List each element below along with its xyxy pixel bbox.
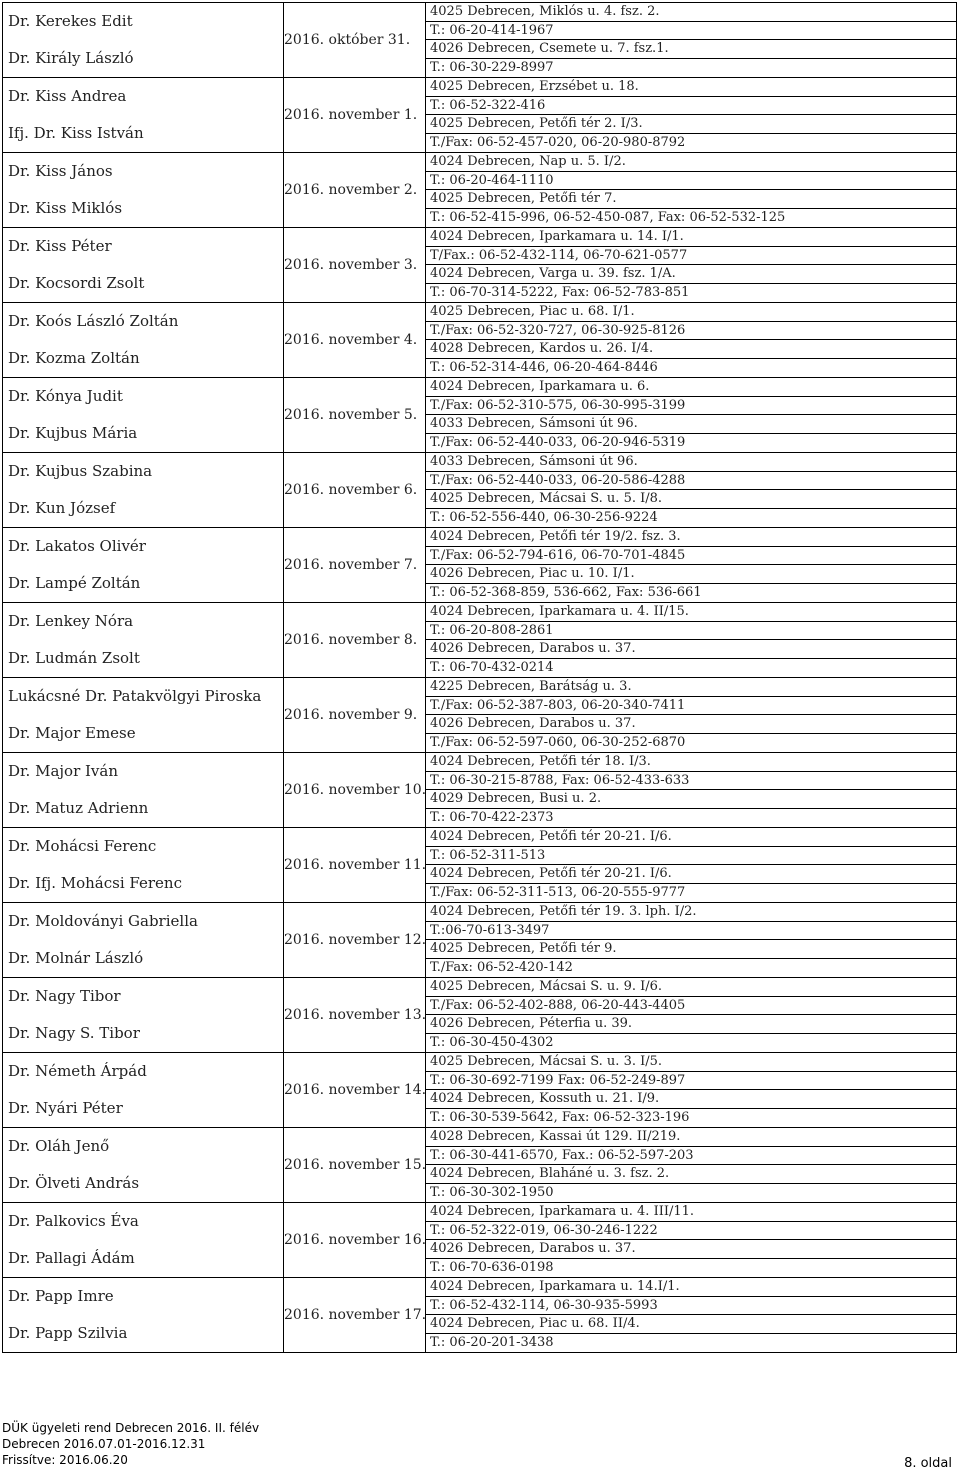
doctor-phone: T.: 06-30-302-1950 — [430, 1184, 554, 1200]
doctor-name: Dr. Oláh Jenő — [8, 1137, 110, 1155]
doctor-names-cell — [3, 528, 284, 603]
contact-cell — [426, 303, 957, 378]
duty-date: 2016. november 13. — [284, 978, 426, 1053]
doctor-names-cell — [3, 453, 284, 528]
doctor-name: Dr. Mohácsi Ferenc — [8, 837, 157, 855]
doctor-name: Dr. Ifj. Mohácsi Ferenc — [8, 874, 182, 892]
doctor-address: 4025 Debrecen, Piac u. 68. I/1. — [426, 303, 956, 322]
doctor-name: Dr. Nagy S. Tibor — [8, 1024, 140, 1042]
doctor-phone: T.: 06-52-368-859, 536-662, Fax: 536-661 — [430, 584, 702, 600]
doctor-address: 4033 Debrecen, Sámsoni út 96. — [426, 415, 956, 434]
contact-cell — [426, 228, 957, 303]
doctor-address: 4024 Debrecen, Nap u. 5. I/2. — [426, 153, 956, 172]
doctor-names-cell — [3, 228, 284, 303]
doctor-name: Dr. Moldoványi Gabriella — [8, 912, 198, 930]
doctor-phone: T.: 06-52-556-440, 06-30-256-9224 — [430, 509, 658, 525]
doctor-address: 4024 Debrecen, Iparkamara u. 4. III/11. — [426, 1203, 956, 1222]
doctor-address: 4026 Debrecen, Darabos u. 37. — [426, 640, 956, 659]
duty-date: 2016. november 15. — [284, 1128, 426, 1203]
schedule-row — [3, 753, 957, 828]
schedule-row — [3, 978, 957, 1053]
doctor-address: 4025 Debrecen, Petőfi tér 7. — [426, 190, 956, 209]
doctor-phone: T.: 06-70-636-0198 — [430, 1259, 554, 1275]
duty-date: 2016. november 11. — [284, 828, 426, 903]
doctor-phone: T.: 06-52-322-416 — [426, 97, 956, 116]
duty-date: 2016. november 5. — [284, 378, 426, 453]
doctor-phone: T./Fax: 06-52-310-575, 06-30-995-3199 — [426, 397, 956, 416]
duty-date: 2016. november 4. — [284, 303, 426, 378]
doctor-name: Dr. Kun József — [8, 499, 116, 517]
schedule-row — [3, 903, 957, 978]
doctor-address: 4025 Debrecen, Petőfi tér 2. I/3. — [426, 115, 956, 134]
doctor-name: Dr. Major Iván — [8, 762, 119, 780]
doctor-phone: T./Fax: 06-52-320-727, 06-30-925-8126 — [426, 322, 956, 341]
doctor-names-cell — [3, 603, 284, 678]
doctor-names-cell — [3, 78, 284, 153]
doctor-phone: T.: 06-30-215-8788, Fax: 06-52-433-633 — [426, 772, 956, 791]
doctor-address: 4024 Debrecen, Kossuth u. 21. I/9. — [426, 1090, 956, 1109]
doctor-name: Dr. Kónya Judit — [8, 387, 123, 405]
doctor-phone: T./Fax: 06-52-402-888, 06-20-443-4405 — [426, 997, 956, 1016]
page-number: 8. oldal — [904, 1456, 952, 1471]
doctor-address: 4024 Debrecen, Petőfi tér 19/2. fsz. 3. — [426, 528, 956, 547]
doctor-address: 4024 Debrecen, Petőfi tér 19. 3. lph. I/2. — [426, 903, 956, 922]
duty-date: 2016. november 3. — [284, 228, 426, 303]
doctor-address: 4024 Debrecen, Varga u. 39. fsz. 1/A. — [426, 265, 956, 284]
doctor-address: 4024 Debrecen, Iparkamara u. 14. I/1. — [426, 228, 956, 247]
contact-cell — [426, 528, 957, 603]
doctor-name: Dr. Kocsordi Zsolt — [8, 274, 145, 292]
footer-title: DÜK ügyeleti rend Debrecen 2016. II. félév — [2, 1421, 260, 1435]
doctor-name: Dr. Palkovics Éva — [8, 1212, 139, 1230]
doctor-name: Dr. Nyári Péter — [8, 1099, 123, 1117]
doctor-name: Dr. Kujbus Szabina — [8, 462, 153, 480]
doctor-names-cell — [3, 753, 284, 828]
doctor-name: Dr. Ölveti András — [8, 1174, 140, 1192]
footer-updated: Frissítve: 2016.06.20 — [2, 1453, 128, 1467]
doctor-phone: T.: 06-52-432-114, 06-30-935-5993 — [426, 1297, 956, 1316]
doctor-name: Dr. Kiss János — [8, 162, 113, 180]
schedule-row — [3, 828, 957, 903]
duty-date: 2016. november 12. — [284, 903, 426, 978]
doctor-phone: T.: 06-30-692-7199 Fax: 06-52-249-897 — [426, 1072, 956, 1091]
schedule-row — [3, 453, 957, 528]
doctor-phone: T.: 06-70-422-2373 — [430, 809, 554, 825]
doctor-phone: T.: 06-70-432-0214 — [430, 659, 554, 675]
doctor-name: Lukácsné Dr. Patakvölgyi Piroska — [8, 687, 262, 705]
contact-cell — [426, 903, 957, 978]
contact-cell — [426, 978, 957, 1053]
schedule-row — [3, 1278, 957, 1353]
doctor-name: Dr. Kiss Andrea — [8, 87, 127, 105]
doctor-name: Dr. Németh Árpád — [8, 1062, 147, 1080]
contact-cell — [426, 153, 957, 228]
doctor-address: 4024 Debrecen, Iparkamara u. 6. — [426, 378, 956, 397]
doctor-name: Dr. Lakatos Olivér — [8, 537, 146, 555]
doctor-address: 4025 Debrecen, Mácsai S. u. 5. I/8. — [426, 490, 956, 509]
duty-date: 2016. november 7. — [284, 528, 426, 603]
doctor-phone: T.: 06-20-464-1110 — [426, 172, 956, 191]
doctor-address: 4033 Debrecen, Sámsoni út 96. — [426, 453, 956, 472]
doctor-name: Dr. Nagy Tibor — [8, 987, 121, 1005]
doctor-name: Dr. Lenkey Nóra — [8, 612, 134, 630]
duty-date: 2016. november 17. — [284, 1278, 426, 1353]
doctor-name: Dr. Major Emese — [8, 724, 136, 742]
duty-date: 2016. november 8. — [284, 603, 426, 678]
contact-cell — [426, 753, 957, 828]
doctor-names-cell — [3, 903, 284, 978]
doctor-phone: T./Fax: 06-52-457-020, 06-20-980-8792 — [430, 134, 686, 150]
doctor-phone: T./Fax: 06-52-440-033, 06-20-946-5319 — [430, 434, 686, 450]
footer-period: Debrecen 2016.07.01-2016.12.31 — [2, 1437, 206, 1451]
contact-cell — [426, 1278, 957, 1353]
doctor-phone: T./Fax: 06-52-794-616, 06-70-701-4845 — [426, 547, 956, 566]
doctor-address: 4025 Debrecen, Miklós u. 4. fsz. 2. — [426, 3, 956, 22]
doctor-address: 4025 Debrecen, Mácsai S. u. 9. I/6. — [426, 978, 956, 997]
doctor-phone: T.: 06-52-311-513 — [426, 847, 956, 866]
schedule-row — [3, 603, 957, 678]
duty-date: 2016. november 16. — [284, 1203, 426, 1278]
doctor-address: 4026 Debrecen, Piac u. 10. I/1. — [426, 565, 956, 584]
document-footer — [2, 1420, 259, 1468]
doctor-address: 4024 Debrecen, Petőfi tér 20-21. I/6. — [426, 865, 956, 884]
doctor-address: 4028 Debrecen, Kardos u. 26. I/4. — [426, 340, 956, 359]
schedule-row — [3, 228, 957, 303]
contact-cell — [426, 1128, 957, 1203]
doctor-address: 4025 Debrecen, Petőfi tér 9. — [426, 940, 956, 959]
doctor-phone: T.:06-70-613-3497 — [426, 922, 956, 941]
doctor-phone: T./Fax: 06-52-440-033, 06-20-586-4288 — [426, 472, 956, 491]
doctor-address: 4024 Debrecen, Iparkamara u. 14.I/1. — [426, 1278, 956, 1297]
contact-cell — [426, 603, 957, 678]
contact-cell — [426, 678, 957, 753]
doctor-names-cell — [3, 678, 284, 753]
doctor-address: 4026 Debrecen, Csemete u. 7. fsz.1. — [426, 40, 956, 59]
doctor-phone: T.: 06-30-229-8997 — [430, 59, 554, 75]
contact-cell — [426, 3, 957, 78]
doctor-phone: T.: 06-20-201-3438 — [430, 1334, 554, 1350]
contact-cell — [426, 78, 957, 153]
doctor-name: Dr. Kujbus Mária — [8, 424, 138, 442]
schedule-row — [3, 3, 957, 78]
doctor-name: Dr. Ludmán Zsolt — [8, 649, 140, 667]
doctor-name: Dr. Koós László Zoltán — [8, 312, 179, 330]
doctor-name: Dr. Kerekes Edit — [8, 12, 133, 30]
doctor-phone: T./Fax: 06-52-597-060, 06-30-252-6870 — [430, 734, 686, 750]
schedule-row — [3, 153, 957, 228]
duty-date: 2016. november 1. — [284, 78, 426, 153]
schedule-row — [3, 303, 957, 378]
doctor-address: 4025 Debrecen, Mácsai S. u. 3. I/5. — [426, 1053, 956, 1072]
doctor-phone: T.: 06-20-414-1967 — [426, 22, 956, 41]
contact-cell — [426, 453, 957, 528]
doctor-name: Dr. Lampé Zoltán — [8, 574, 141, 592]
doctor-phone: T./Fax: 06-52-420-142 — [430, 959, 573, 975]
doctor-names-cell — [3, 153, 284, 228]
doctor-phone: T/Fax.: 06-52-432-114, 06-70-621-0577 — [426, 247, 956, 266]
doctor-names-cell — [3, 1203, 284, 1278]
doctor-address: 4225 Debrecen, Barátság u. 3. — [426, 678, 956, 697]
doctor-names-cell — [3, 1128, 284, 1203]
doctor-name: Dr. Papp Imre — [8, 1287, 114, 1305]
doctor-phone: T.: 06-30-539-5642, Fax: 06-52-323-196 — [430, 1109, 690, 1125]
doctor-names-cell — [3, 303, 284, 378]
doctor-address: 4024 Debrecen, Piac u. 68. II/4. — [426, 1315, 956, 1334]
doctor-phone: T.: 06-52-314-446, 06-20-464-8446 — [430, 359, 658, 375]
duty-date: 2016. november 2. — [284, 153, 426, 228]
doctor-names-cell — [3, 3, 284, 78]
doctor-address: 4024 Debrecen, Petőfi tér 18. I/3. — [426, 753, 956, 772]
doctor-address: 4026 Debrecen, Darabos u. 37. — [426, 715, 956, 734]
schedule-row — [3, 378, 957, 453]
schedule-row — [3, 1128, 957, 1203]
doctor-address: 4024 Debrecen, Petőfi tér 20-21. I/6. — [426, 828, 956, 847]
doctor-address: 4026 Debrecen, Darabos u. 37. — [426, 1240, 956, 1259]
doctor-name: Dr. Pallagi Ádám — [8, 1249, 135, 1267]
schedule-body — [3, 3, 957, 1353]
doctor-names-cell — [3, 978, 284, 1053]
doctor-name: Dr. Kozma Zoltán — [8, 349, 140, 367]
duty-date: 2016. november 10. — [284, 753, 426, 828]
contact-cell — [426, 378, 957, 453]
doctor-phone: T.: 06-52-322-019, 06-30-246-1222 — [426, 1222, 956, 1241]
duty-date: 2016. november 6. — [284, 453, 426, 528]
doctor-address: 4024 Debrecen, Blaháné u. 3. fsz. 2. — [426, 1165, 956, 1184]
schedule-row — [3, 528, 957, 603]
doctor-phone: T./Fax: 06-52-311-513, 06-20-555-9777 — [430, 884, 686, 900]
doctor-name: Dr. Papp Szilvia — [8, 1324, 128, 1342]
doctor-phone: T.: 06-30-450-4302 — [430, 1034, 554, 1050]
doctor-phone: T.: 06-20-808-2861 — [426, 622, 956, 641]
duty-date: 2016. október 31. — [284, 3, 426, 78]
doctor-name: Dr. Kiss Péter — [8, 237, 112, 255]
doctor-phone: T./Fax: 06-52-387-803, 06-20-340-7411 — [426, 697, 956, 716]
doctor-name: Dr. Kiss Miklós — [8, 199, 123, 217]
schedule-row — [3, 678, 957, 753]
doctor-phone: T.: 06-52-415-996, 06-52-450-087, Fax: 06-52-532-125 — [430, 209, 786, 225]
doctor-name: Dr. Király László — [8, 49, 134, 67]
doctor-name: Ifj. Dr. Kiss István — [8, 124, 144, 142]
doctor-address: 4026 Debrecen, Péterfia u. 39. — [426, 1015, 956, 1034]
duty-date: 2016. november 9. — [284, 678, 426, 753]
doctor-names-cell — [3, 1053, 284, 1128]
doctor-phone: T.: 06-30-441-6570, Fax.: 06-52-597-203 — [426, 1147, 956, 1166]
schedule-row — [3, 1053, 957, 1128]
schedule-row — [3, 1203, 957, 1278]
schedule-row — [3, 78, 957, 153]
contact-cell — [426, 1203, 957, 1278]
doctor-name: Dr. Molnár László — [8, 949, 144, 967]
doctor-address: 4025 Debrecen, Erzsébet u. 18. — [426, 78, 956, 97]
doctor-address: 4028 Debrecen, Kassai út 129. II/219. — [426, 1128, 956, 1147]
duty-schedule-table — [2, 2, 957, 1353]
doctor-names-cell — [3, 828, 284, 903]
contact-cell — [426, 1053, 957, 1128]
doctor-address: 4024 Debrecen, Iparkamara u. 4. II/15. — [426, 603, 956, 622]
doctor-address: 4029 Debrecen, Busi u. 2. — [426, 790, 956, 809]
doctor-name: Dr. Matuz Adrienn — [8, 799, 149, 817]
doctor-names-cell — [3, 1278, 284, 1353]
doctor-phone: T.: 06-70-314-5222, Fax: 06-52-783-851 — [430, 284, 690, 300]
contact-cell — [426, 828, 957, 903]
duty-date: 2016. november 14. — [284, 1053, 426, 1128]
doctor-names-cell — [3, 378, 284, 453]
